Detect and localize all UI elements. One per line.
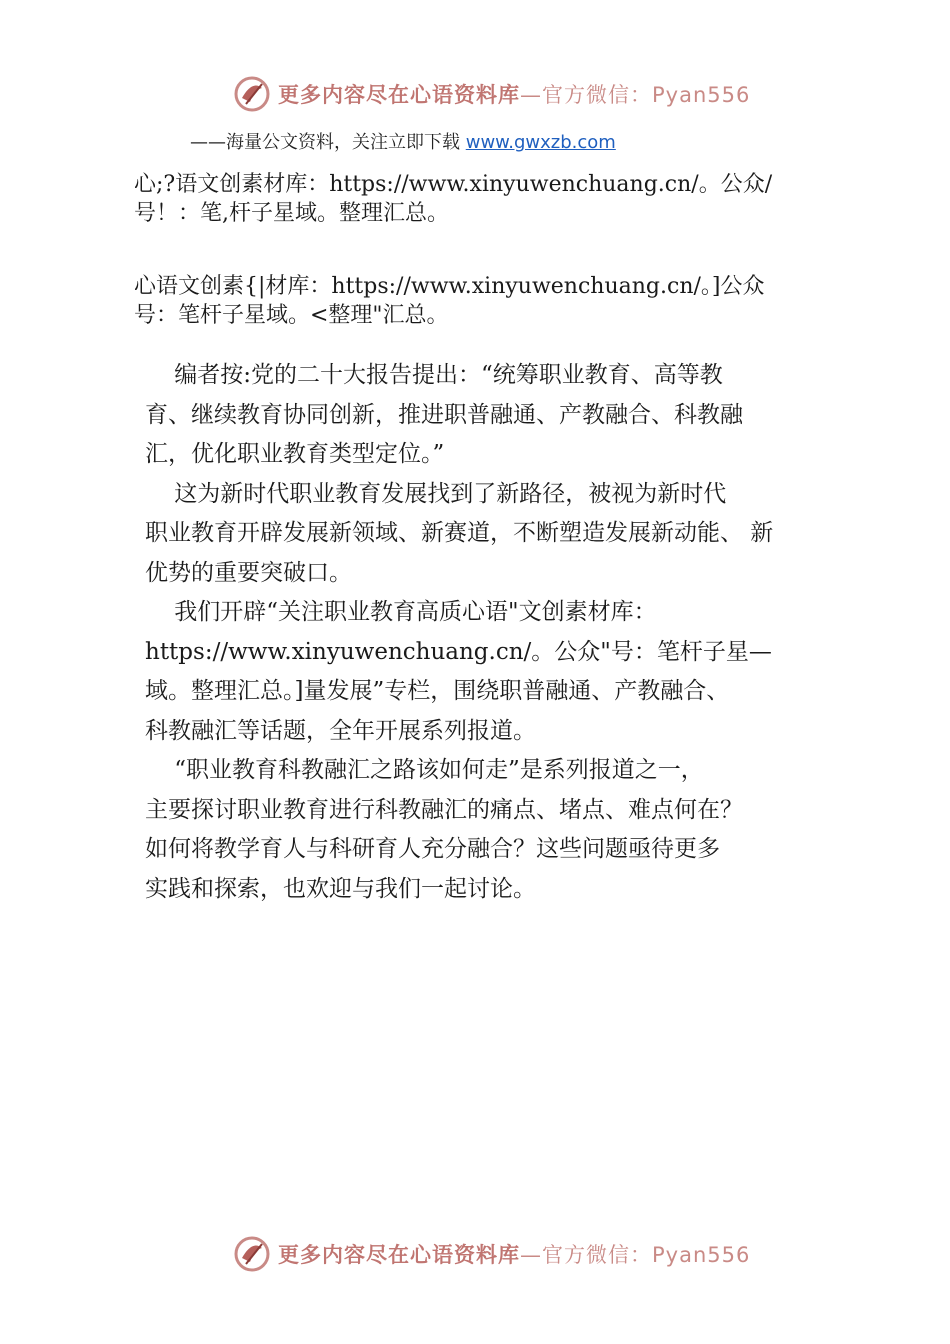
swirl-logo-icon	[232, 74, 272, 114]
header-banner	[232, 72, 750, 116]
body-paragraph: 我们开辟“关注职业教育高质心语"文创素材库： https://www.xinyuwenchuang.cn/。公众"号：笔杆子星— 域。整理汇总。]量发展”专栏，围绕职普融通、产教融合、 科教融汇等话题，全年开展系列报道。	[145, 599, 772, 744]
watermark-line-2: 心语文创素{|材库：https://www.xinyuwenchuang.cn/。]公众 号：笔杆子星域。<整理"汇总。	[134, 274, 765, 328]
body-paragraph: 编者按:党的二十大报告提出：“统筹职业教育、高等教 育、继续教育协同创新，推进职普融通、产教融合、科教融 汇，优化职业教育类型定位。”	[145, 362, 743, 467]
body-paragraph: “职业教育科教融汇之路该如何走”是系列报道之一， 主要探讨职业教育进行科教融汇的痛点、堵点、难点何在？ 如何将教学育人与科研育人充分融合？这些问题亟待更多 实践和探索，也欢迎与我们一起讨论。	[145, 757, 743, 902]
footer-banner	[232, 1232, 750, 1276]
download-link[interactable]: www.gwxzb.com	[465, 132, 616, 153]
watermark-line-1: 心;?语文创素材库：https://www.xinyuwenchuang.cn/。公众/ 号！：笔,杆子星域。整理汇总。	[134, 172, 773, 226]
body-paragraph: 这为新时代职业教育发展找到了新路径，被视为新时代 职业教育开辟发展新领域、新赛道，不断塑造发展新动能、 新 优势的重要突破口。	[145, 480, 774, 586]
footer-banner-text: 更多内容尽在心语资料库—官方微信：Pyan556	[278, 1243, 751, 1267]
swirl-logo-icon	[232, 1234, 272, 1274]
download-note	[190, 128, 616, 154]
article-body	[145, 356, 825, 909]
header-banner-text: 更多内容尽在心语资料库—官方微信：Pyan556	[278, 83, 751, 107]
download-note-text: ——海量公文资料，关注立即下载	[190, 132, 466, 153]
